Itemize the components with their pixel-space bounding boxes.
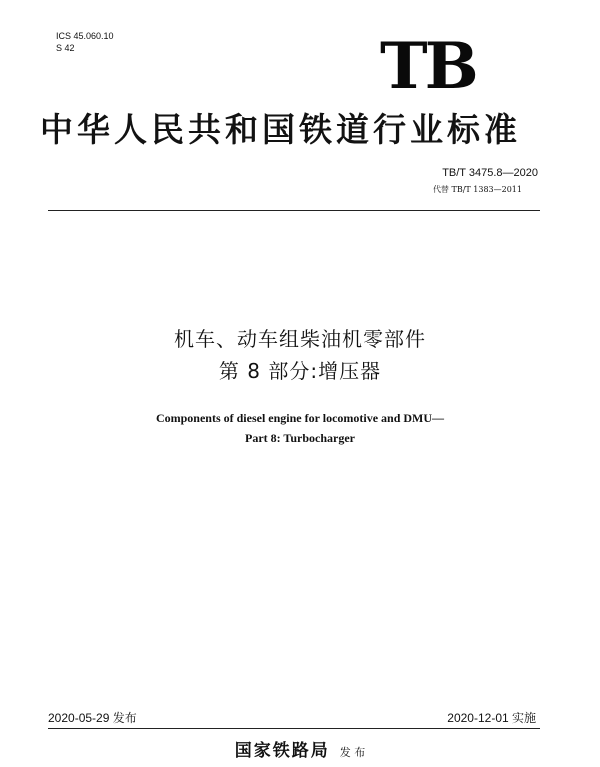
ics-code: ICS 45.060.10 — [56, 31, 114, 41]
title-cn-line1: 机车、动车组柴油机零部件 — [174, 327, 426, 351]
issue-date: 2020-05-29 发布 — [48, 711, 137, 725]
standard-code: TB/T 3475.8—2020 — [442, 167, 538, 179]
tb-logo: TB — [380, 29, 476, 104]
organization-title: 中华人民共和国铁道行业标准 — [40, 110, 521, 149]
header-divider — [48, 210, 540, 211]
replaces-code: 代替 TB/T 1383—2011 — [432, 185, 522, 194]
category-code: S 42 — [56, 43, 75, 53]
footer-divider — [48, 728, 540, 729]
issuer-line — [0, 740, 600, 764]
issuer-action: 发 布 — [339, 746, 366, 759]
classification-block — [56, 30, 114, 54]
title-en-line1: Components of diesel engine for locomotive and DMU— — [155, 411, 445, 425]
effective-date: 2020-12-01 实施 — [447, 711, 536, 725]
title-cn-line2: 第 8 部分:增压器 — [218, 359, 382, 383]
title-en-line2: Part 8: Turbocharger — [245, 431, 355, 445]
issuer-name: 国家铁路局 — [234, 741, 330, 761]
